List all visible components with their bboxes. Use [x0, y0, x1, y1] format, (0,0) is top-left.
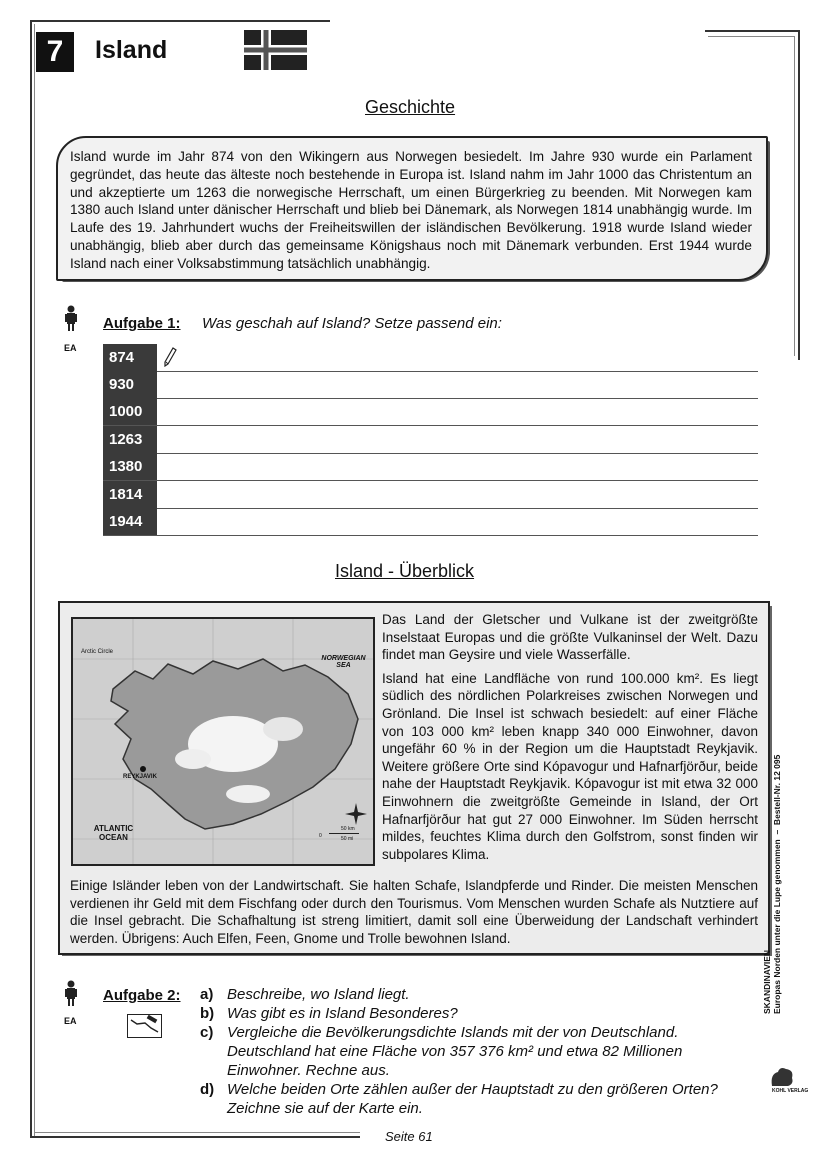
- overview-paragraph: Das Land der Gletscher und Vulkane ist der zweitgrößte Inselstaat Europas und die größte Vulkaninsel der Welt. Dazu findet man Geysire und viele Wasserfälle.: [382, 612, 758, 663]
- page-frame-left-inner: [34, 24, 35, 1138]
- question-letter: b): [200, 1005, 215, 1022]
- history-text: Island wurde im Jahr 874 von den Wikingern aus Norwegen besiedelt. Im Jahre 930 wurde ein Parlament gegründet, das heute das älteste noch bestehende in Europa ist. Island nahm im Jahr 1000 das Christentum an und akzeptierte um 1263 die norwegische Herrschaft, um einen Bürgerkrieg zu beenden. Mit Norwegen kam 1380 auch Island unter dänischer Herrschaft und blieb bei Dänemark, als Norwegen 1814 unabhängig wurde. Im Laufe des 19. Jahrhundert wuchs der Freiheitswillen der isländischen Bevölkerung. 1918 wurde Island wieder unabhängig, blieb aber durch das gemeinsame Königshaus noch mit Dänemark verbunden. Erst 1944 wurde Island nach einer Volksabstimmung tatsächlich unabhängig.: [70, 149, 752, 271]
- year-label: 1814: [103, 481, 157, 508]
- year-row[interactable]: [103, 344, 758, 372]
- task2-label: Aufgabe 2:: [103, 987, 181, 1004]
- question-letter: a): [200, 986, 214, 1003]
- task1-label: Aufgabe 1:: [103, 315, 181, 332]
- iceland-map: [71, 617, 375, 866]
- publisher-logo: [768, 1064, 796, 1090]
- sidebar-anchor: [775, 1020, 786, 1021]
- question-text: Beschreibe, wo Island liegt.: [227, 986, 410, 1003]
- question-letter: c): [200, 1024, 214, 1041]
- page-number: Seite 61: [385, 1129, 433, 1144]
- year-label: 1944: [103, 508, 157, 535]
- year-row[interactable]: [103, 371, 758, 399]
- map-label-arctic-circle: Arctic Circle: [81, 649, 114, 655]
- overview-paragraph: Einige Isländer leben von der Landwirtschaft. Sie halten Schafe, Islandpferde und Rinder. Die meisten Menschen verdienen ihr Geld mit dem Fischfang oder durch den Tourismus. Vom Menschen wurden Schafe als Nutztiere auf die Insel gebracht. Die Schafhaltung ist streng limitiert, damit soll eine Überweidung der Landschaft verhindert werden. Übrigens: Auch Elfen, Feen, Gnome und Trolle bewohnen Island.: [70, 878, 758, 946]
- person-icon: [64, 980, 78, 1008]
- year-label: 1380: [103, 453, 157, 480]
- year-row[interactable]: [103, 508, 758, 536]
- page-frame-right: [798, 30, 800, 360]
- history-box: [56, 136, 768, 281]
- year-row[interactable]: [103, 453, 758, 481]
- publisher-name: KOHL VERLAG: [772, 1088, 809, 1094]
- overview-text: [382, 611, 758, 869]
- page-frame-bottom-inner: [34, 1132, 360, 1133]
- question-text: Vergleiche die Bevölkerungsdichte Islands mit der von Deutschland. Deutschland hat eine Fläche von 357 376 km² und etwa 82 Millionen Einwohner. Rechne aus.: [227, 1024, 683, 1079]
- year-label: 1000: [103, 398, 157, 425]
- task1-prompt: Was geschah auf Island? Setze passend ein:: [202, 315, 502, 332]
- sidebar-order-number: Bestell-Nr. 12 095: [772, 754, 782, 826]
- page-frame-right-top: [705, 30, 800, 32]
- map-label-norwegian-sea: NORWEGIAN SEA: [321, 655, 366, 669]
- question-item: [200, 1023, 760, 1080]
- overview-paragraph: Island hat eine Landfläche von rund 100.000 km². Es liegt südlich des nördlichen Polarkreises zwischen Norwegen und Grönland. Die Insel ist schwach besiedelt: auf einer Fläche von 103 000 km² leben knapp 340 000 Einwohner, davon ungefähr 60 % in der Region um die Hauptstadt Reykjavik. Weitere größere Orte sind Kópavogur und Hafnarfjörður, beide nahe der Hauptstadt Reykjavik. Kópavogur ist mit etwa 32 000 Einwohnern die zweitgrößte Gemeinde in Island, der Ort Hafnarfjörður hat gut 27 000 Einwohner. Im Süden herrscht mildes, feuchtes Klima durch den Golfstrom, sonst finden wir subpolares Klima.: [382, 670, 758, 862]
- year-row[interactable]: [103, 481, 758, 509]
- compass-rose-icon: [345, 803, 367, 825]
- question-letter: d): [200, 1081, 215, 1098]
- sidebar-text: [762, 755, 782, 1014]
- year-label: 1263: [103, 426, 157, 453]
- map-draw-icon: [127, 1014, 162, 1038]
- sidebar-book-title: Europas Norden unter die Lupe genommen – Bestell-Nr. 12 095: [772, 754, 782, 1014]
- individual-work-badge: EA: [64, 343, 77, 353]
- individual-work-badge: EA: [64, 1016, 77, 1026]
- page-frame-right-top-inner: [708, 36, 794, 37]
- page-frame-top: [30, 20, 330, 22]
- map-scale-km: 50 km: [341, 826, 355, 832]
- question-text: Welche beiden Orte zählen außer der Hauptstadt zu den größeren Orten? Zeichne sie auf der Karte ein.: [227, 1081, 718, 1117]
- section-heading-geschichte: Geschichte: [365, 97, 456, 117]
- sidebar-book-name: Europas Norden unter die Lupe genommen: [772, 839, 782, 1014]
- year-row[interactable]: [103, 426, 758, 454]
- sidebar-series: SKANDINAVIEN: [762, 949, 772, 1014]
- year-row[interactable]: [103, 398, 758, 426]
- section-heading-ueberblick: Island - Überblick: [335, 561, 475, 581]
- person-icon: [64, 305, 78, 333]
- page-frame-right-inner: [794, 36, 795, 356]
- question-item: [200, 985, 760, 1004]
- map-scale-zero: 0: [319, 833, 322, 839]
- chapter-number: 7: [36, 32, 74, 72]
- question-item: [200, 1080, 760, 1118]
- page-frame-bottom: [30, 1136, 360, 1138]
- question-text: Was gibt es in Island Besonderes?: [227, 1005, 458, 1022]
- map-label-reykjavik: REYKJAVIK: [123, 774, 157, 780]
- year-label: 874: [103, 344, 157, 371]
- chapter-title: Island: [95, 36, 168, 64]
- pencil-icon: [163, 347, 177, 367]
- task2-questions: [200, 985, 760, 1118]
- map-label-atlantic-ocean: ATLANTIC OCEAN: [93, 824, 134, 842]
- page-frame-left: [30, 20, 32, 1138]
- iceland-flag-icon: [244, 30, 307, 70]
- year-label: 930: [103, 371, 157, 398]
- map-scale-mi: 50 mi: [341, 836, 354, 842]
- map-scale-bar: [329, 833, 359, 834]
- question-item: [200, 1004, 760, 1023]
